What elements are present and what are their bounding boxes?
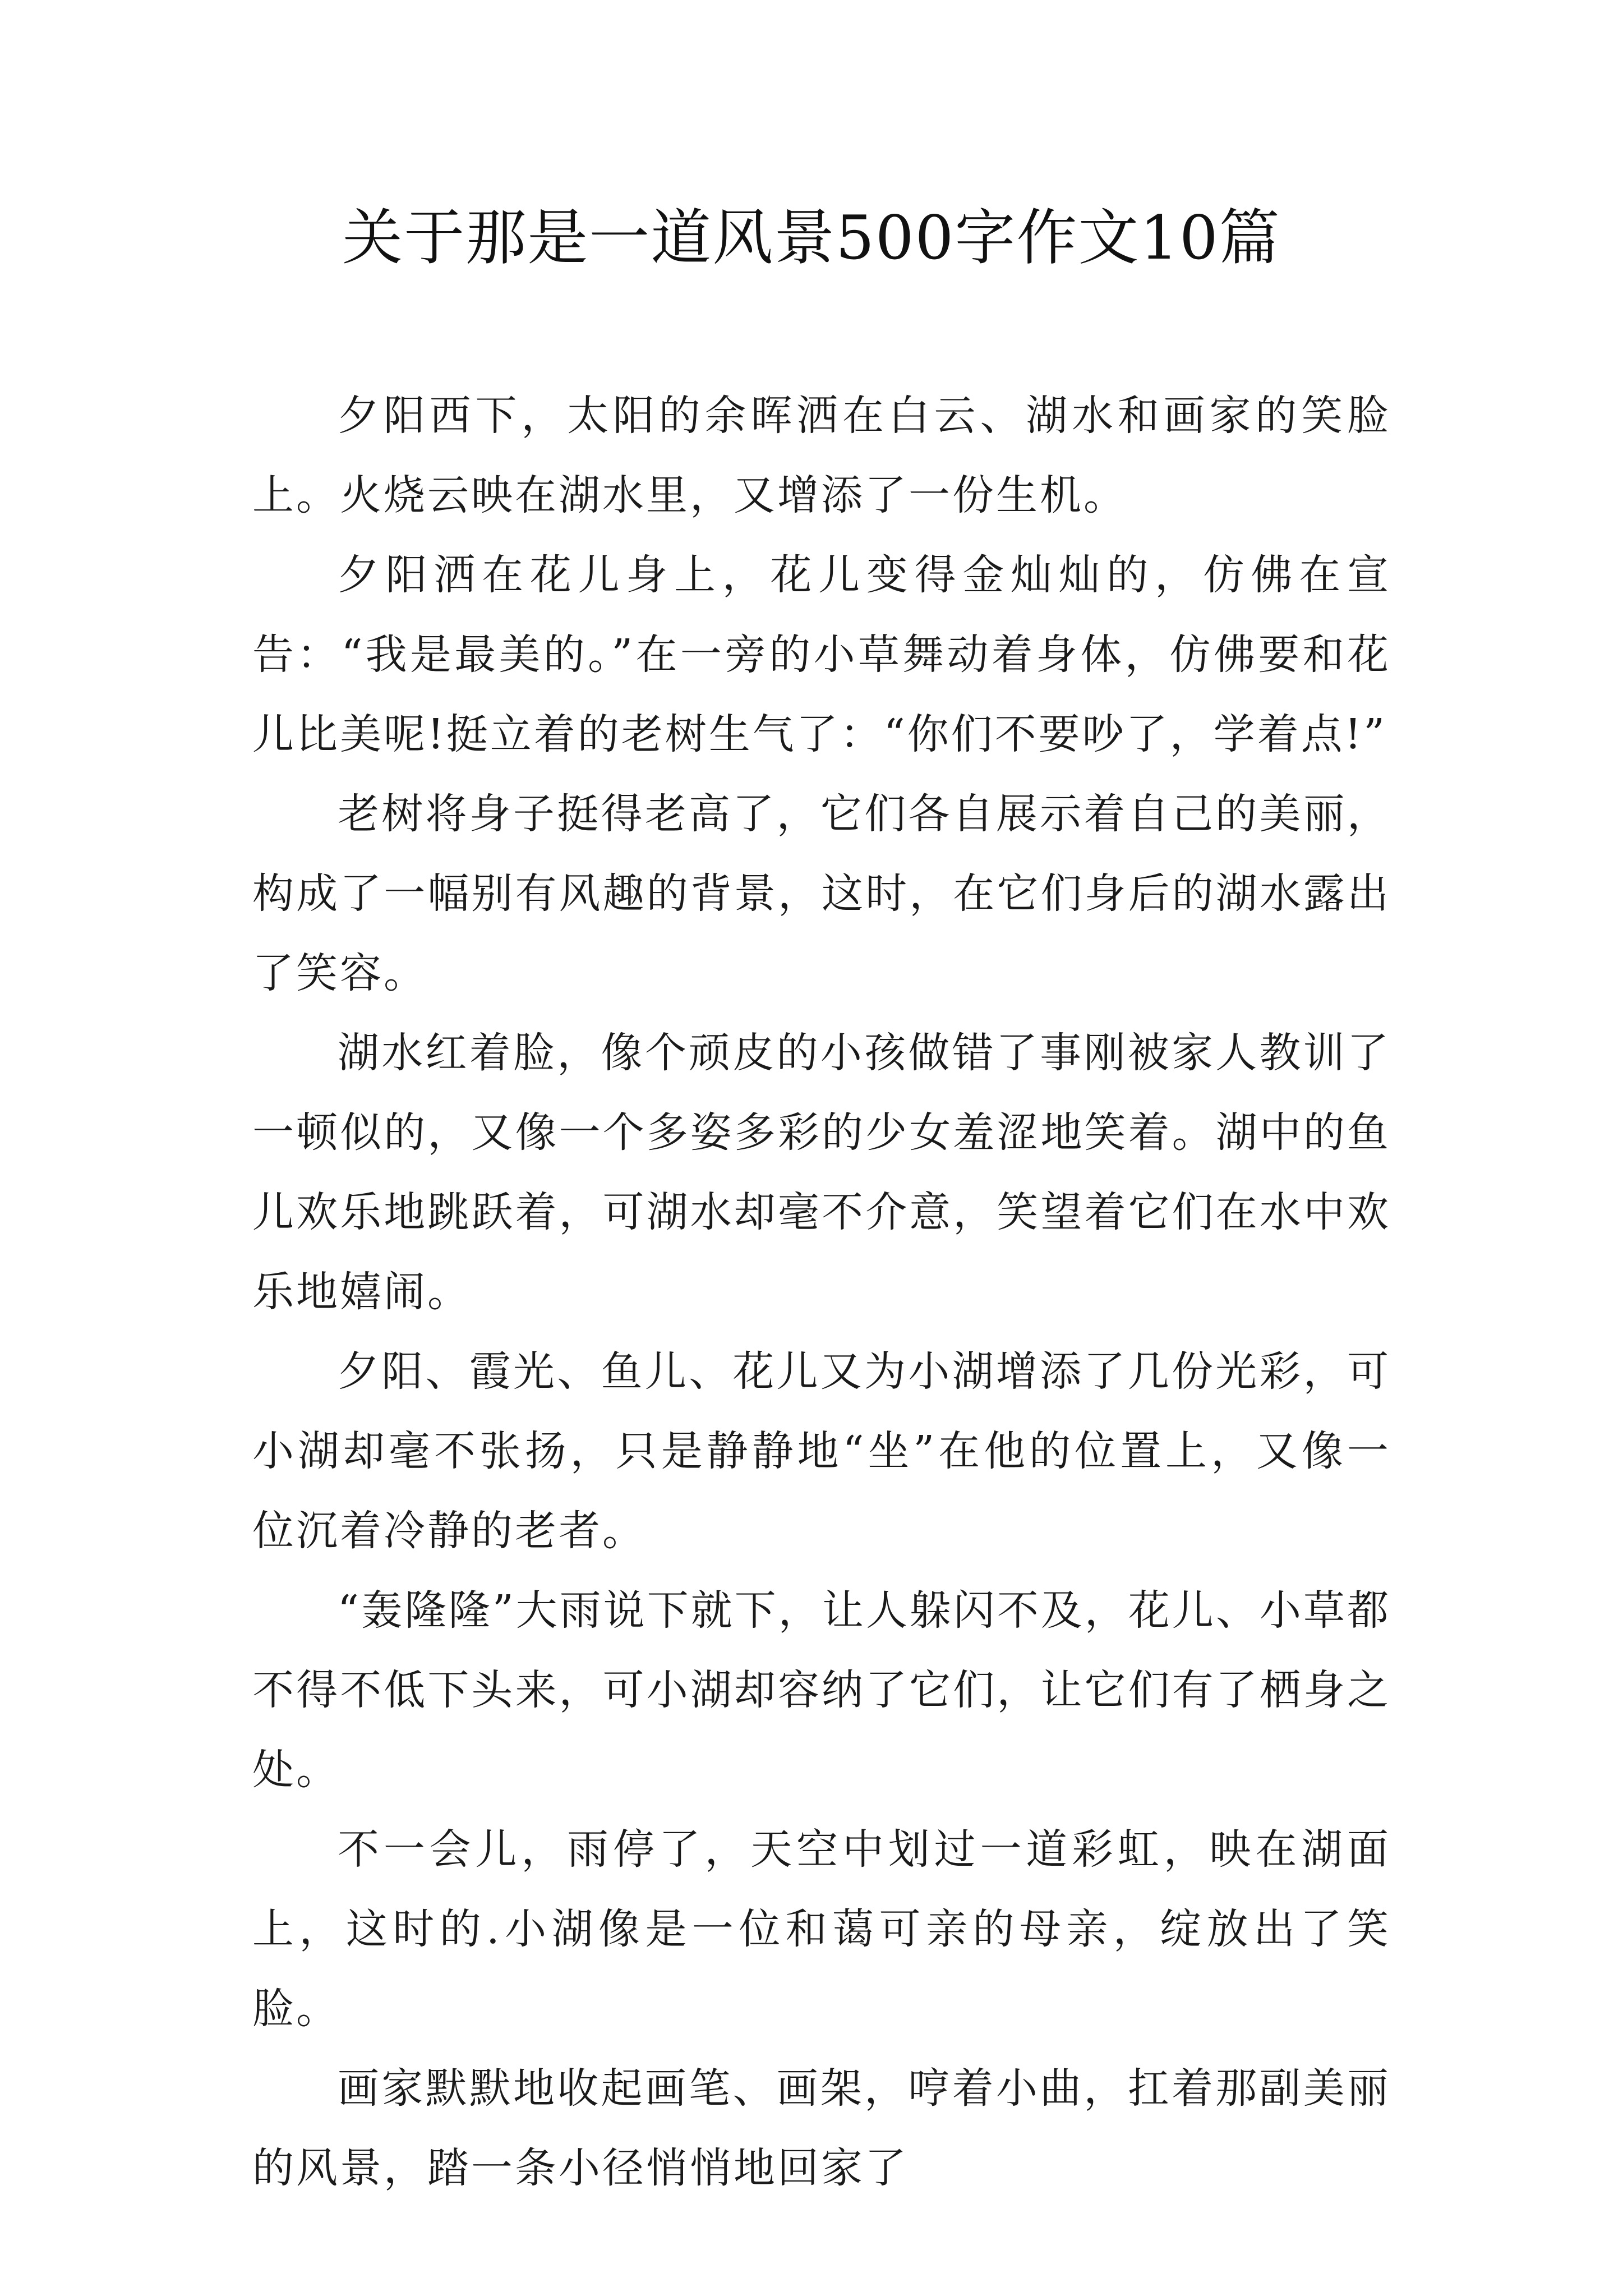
- page-title: 关于那是一道风景500字作文10篇: [342, 203, 1281, 273]
- paragraph: 夕阳洒在花儿身上，花儿变得金灿灿的，仿佛在宣告：“我是最美的。”在一旁的小草舞动着身体，仿佛要和花儿比美呢!挺立着的老树生气了：“你们不要吵了，学着点!”: [252, 551, 1391, 758]
- paragraph: 夕阳西下，太阳的余晖洒在白云、湖水和画家的笑脸上。火烧云映在湖水里，又增添了一份生机。: [252, 392, 1391, 519]
- paragraph: “轰隆隆”大雨说下就下，让人躲闪不及，花儿、小草都不得不低下头来，可小湖却容纳了它们，让它们有了栖身之处。: [252, 1586, 1391, 1794]
- paragraph: 不一会儿，雨停了，天空中划过一道彩虹，映在湖面上，这时的.小湖像是一位和蔼可亲的母亲，绽放出了笑脸。: [252, 1825, 1391, 2033]
- paragraph: 湖水红着脸，像个顽皮的小孩做错了事刚被家人教训了一顿似的，又像一个多姿多彩的少女羞涩地笑着。湖中的鱼儿欢乐地跳跃着，可湖水却毫不介意，笑望着它们在水中欢乐地嬉闹。: [252, 1029, 1391, 1316]
- essay-body: [252, 376, 1391, 2208]
- paragraph: 夕阳、霞光、鱼儿、花儿又为小湖增添了几份光彩，可小湖却毫不张扬，只是静静地“坐”在他的位置上，又像一位沉着冷静的老者。: [252, 1347, 1391, 1555]
- paragraph: 老树将身子挺得老高了，它们各自展示着自己的美丽，构成了一幅别有风趣的背景，这时，在它们身后的湖水露出了笑容。: [252, 790, 1391, 997]
- paragraph: 画家默默地收起画笔、画架，哼着小曲，扛着那副美丽的风景，踏一条小径悄悄地回家了: [252, 2064, 1391, 2192]
